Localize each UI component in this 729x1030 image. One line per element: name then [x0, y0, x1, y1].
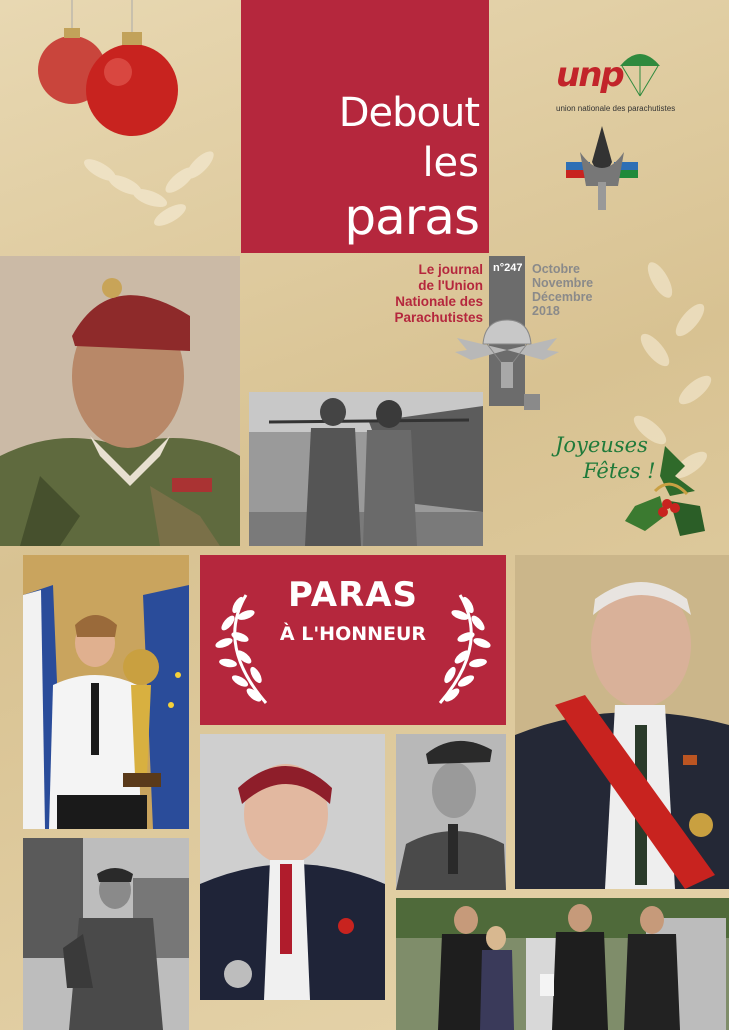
para-wings-badge-icon [447, 310, 567, 390]
headline-title: PARAS [287, 575, 419, 615]
laurel-right-icon [420, 585, 500, 709]
masthead-title-line3: paras [344, 188, 479, 246]
greeting-line2: Fêtes ! [583, 459, 656, 483]
parachute-logo-icon [618, 48, 662, 100]
paratrooper-emblem-icon [562, 122, 642, 214]
aviators-archive-photo [249, 392, 483, 546]
officer-trophy-photo [23, 555, 189, 829]
general-portrait-photo [0, 256, 240, 546]
journal-line: Parachutistes [394, 310, 483, 325]
issue-number: n°247 [493, 262, 523, 274]
journal-line: Nationale des [395, 294, 483, 309]
masthead-block [241, 0, 489, 253]
masthead-title-line2: les [422, 140, 479, 186]
issue-month: Décembre [532, 290, 593, 304]
soldier-portrait-photo [396, 734, 506, 890]
issue-month: Novembre [532, 276, 594, 290]
journal-line: Le journal [418, 262, 483, 277]
laurel-decoration-left [70, 150, 230, 240]
journal-line: de l'Union [418, 278, 483, 293]
issue-square [524, 394, 540, 410]
unp-logo-caption: union nationale des parachutistes [556, 104, 676, 113]
unp-logo-word: unp [556, 55, 623, 95]
christmas-ornaments [30, 0, 190, 145]
holly-icon [615, 436, 715, 546]
veteran-blazer-photo [200, 734, 385, 1000]
headline-block [200, 555, 506, 725]
cemetery-group-photo [396, 898, 729, 1030]
headline-subtitle: À L'HONNEUR [279, 623, 427, 645]
issue-month: Octobre [532, 262, 580, 276]
masthead-title-line1: Debout [338, 90, 479, 136]
laurel-left-icon [206, 585, 286, 709]
issue-year: 2018 [532, 304, 560, 318]
veteran-sash-photo [515, 555, 729, 889]
greeting-line1: Joyeuses [555, 433, 648, 457]
soldier-bw-photo [23, 838, 189, 1030]
